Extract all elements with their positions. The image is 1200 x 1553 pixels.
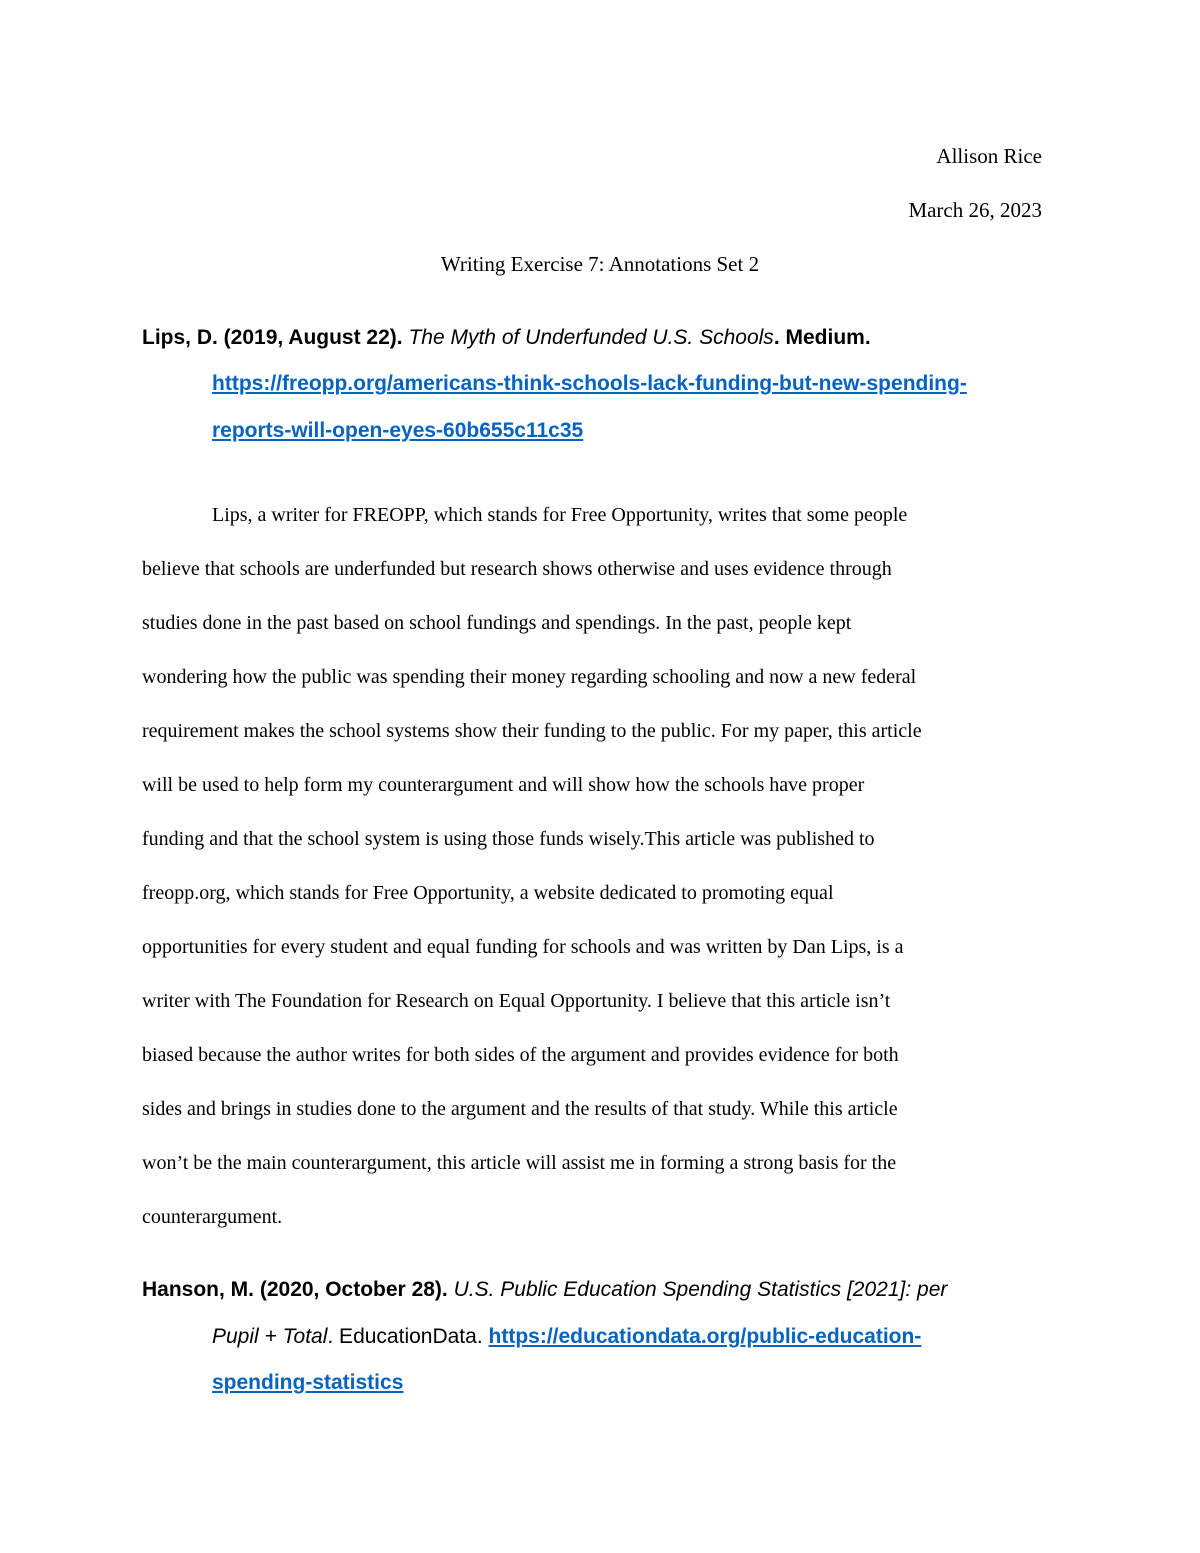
annotation-line: funding and that the school system is using those funds wisely.This article was published to [142, 828, 875, 850]
citation-hanson-line1 [142, 1278, 947, 1302]
annotation-line: biased because the author writes for both sides of the argument and provides evidence for both [142, 1044, 899, 1066]
annotation-line: sides and brings in studies done to the argument and the results of that study. While this article [142, 1098, 898, 1120]
citation-lips-prefix: Lips, D. (2019, August 22). [142, 326, 409, 349]
annotation-line: writer with The Foundation for Research on Equal Opportunity. I believe that this article isn’t [142, 990, 891, 1012]
annotation-line: wondering how the public was spending their money regarding schooling and now a new federal [142, 666, 917, 688]
citation-hanson-url-line1[interactable]: https://educationdata.org/public-education- [488, 1325, 922, 1348]
citation-lips-url-line1[interactable]: https://freopp.org/americans-think-schools-lack-funding-but-new-spending- [212, 372, 967, 395]
citation-hanson-url-line2[interactable]: spending-statistics [212, 1371, 404, 1394]
annotation-line: opportunities for every student and equal funding for schools and was written by Dan Lips, is a [142, 936, 904, 958]
annotation-line: believe that schools are underfunded but research shows otherwise and uses evidence through [142, 558, 892, 580]
citation-lips-title: The Myth of Underfunded U.S. Schools [408, 326, 774, 349]
citation-hanson-title-line2: Pupil + Total [212, 1325, 328, 1348]
annotation-line: freopp.org, which stands for Free Opportunity, a website dedicated to promoting equal [142, 882, 834, 904]
citation-hanson-suffix: . EducationData. [327, 1325, 489, 1348]
citation-hanson-line2 [212, 1325, 921, 1349]
citation-hanson-prefix: Hanson, M. (2020, October 28). [142, 1278, 454, 1301]
citation-lips-line1 [142, 326, 871, 350]
citation-hanson-title-line1: U.S. Public Education Spending Statistics [2021]: per [453, 1278, 948, 1301]
document-title: Writing Exercise 7: Annotations Set 2 [440, 252, 760, 276]
annotation-line: Lips, a writer for FREOPP, which stands for Free Opportunity, writes that some people [212, 504, 908, 526]
annotation-line: will be used to help form my counterargument and will show how the schools have proper [142, 774, 865, 796]
document-date: March 26, 2023 [908, 198, 1042, 222]
annotation-line: counterargument. [142, 1206, 283, 1228]
annotation-line: requirement makes the school systems show their funding to the public. For my paper, this article [142, 720, 922, 742]
annotation-line: studies done in the past based on school fundings and spendings. In the past, people kept [142, 612, 852, 634]
citation-lips-url-line2[interactable]: reports-will-open-eyes-60b655c11c35 [212, 419, 584, 442]
citation-lips-suffix: . Medium. [773, 326, 871, 349]
annotation-line: won’t be the main counterargument, this article will assist me in forming a strong basis for the [142, 1152, 897, 1174]
author-name: Allison Rice [936, 144, 1042, 168]
